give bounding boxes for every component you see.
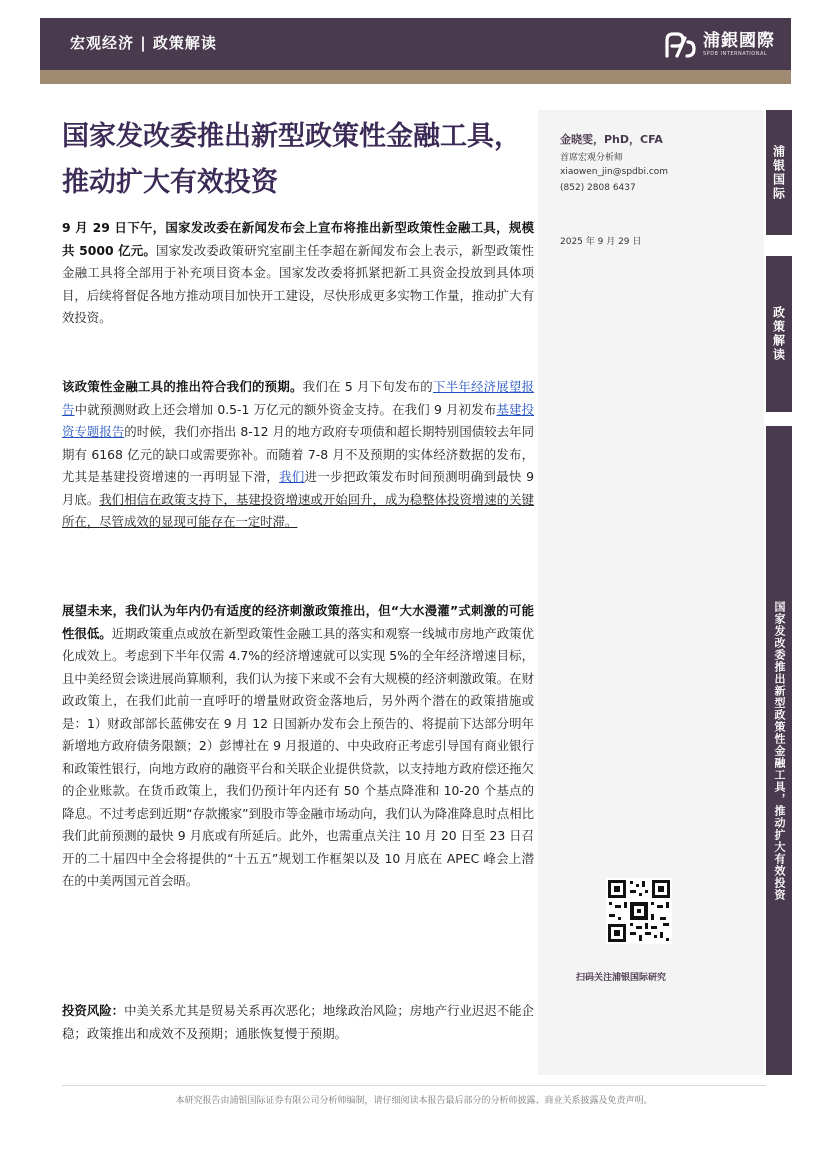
paragraph-text: 我们在 5 月下旬发布的 xyxy=(302,379,433,394)
footer-disclaimer: 本研究报告由浦银国际证券有限公司分析师编制，请仔细阅读本报告最后部分的分析师披露、商业关系披露及免责声明。 xyxy=(175,1096,653,1106)
paragraph-lead: 投资风险： xyxy=(62,1003,125,1018)
header-stripe xyxy=(40,70,791,84)
author-role: 首席宏观分析师 xyxy=(560,153,624,163)
side-tab-category: 政策解读 xyxy=(766,256,792,412)
author-email[interactable]: xiaowen_jin@spdbi.com xyxy=(560,167,669,177)
qr-code-icon[interactable] xyxy=(606,878,672,944)
paragraph-text: 进一步把政策发布时间预测明确到最快 9 月底。 xyxy=(62,469,534,507)
paragraph-outlook xyxy=(62,600,534,893)
brand-name-cn: 浦銀國際 xyxy=(703,31,775,51)
paragraph-lead: 该政策性金融工具的推出符合我们的预期。 xyxy=(62,379,303,394)
paragraph-text: 中就预测财政上还会增加 0.5-1 万亿元的额外资金支持。在我们 9 月初发布 xyxy=(74,401,497,417)
link-infrastructure-report[interactable]: 基建投资专题报告 xyxy=(62,401,535,439)
paragraph-lead: 9 月 29 日下午，国家发改委在新闻发布会上宣布将推出新型政策性金融工具，规模共 5000 亿元。 xyxy=(62,220,534,258)
paragraph-underlined-text: 我们相信在政策支持下，基建投资增速或开始回升，成为稳整体投资增速的关键所在，尽管成效的显现可能存在一定时滞。 xyxy=(62,491,534,529)
author-name: 金晓雯，PhD，CFA xyxy=(560,133,663,146)
paragraph-text: 国家发改委政策研究室副主任李超在新闻发布会上表示，新型政策性金融工具将全部用于补充项目资本金。国家发改委将抓紧把新工具资金投放到具体项目，后续将督促各地方推动项目加快开工建设，尽快形成更多实物工作量，推动扩大有效投资。 xyxy=(62,242,534,325)
paragraph-announcement xyxy=(62,217,534,330)
author-phone: (852) 2808 6437 xyxy=(560,183,636,193)
paragraph-lead: 展望未来，我们认为年内仍有适度的经济刺激政策推出，但“大水漫灌”式刺激的可能性很低。 xyxy=(62,603,534,641)
qr-caption: 扫码关注浦银国际研究 xyxy=(576,973,667,983)
side-tab-brand: 浦银国际 xyxy=(766,110,792,235)
paragraph-text: 的时候，我们亦指出 8-12 月的地方政府专项债和超长期特别国债较去年同期有 6168 亿元的缺口或需要弥补。而随着 7-8 月不及预期的实体经济数据的发布，尤其是基建投资增速的一再明显下滑， xyxy=(62,424,535,484)
link-our-forecast[interactable]: 我们 xyxy=(279,469,305,484)
footer-divider xyxy=(62,1085,766,1086)
header-bar xyxy=(40,18,791,70)
brand-name-en: SPDB INTERNATIONAL xyxy=(703,51,768,57)
side-tab-title: 国家发改委推出新型政策性金融工具，推动扩大有效投资 xyxy=(766,426,792,1075)
report-title: 国家发改委推出新型政策性金融工具，推动扩大有效投资 xyxy=(62,121,521,198)
brand-logo xyxy=(663,30,775,60)
paragraph-text: 中美关系尤其是贸易关系再次恶化；地缘政治风险；房地产行业迟迟不能企稳；政策推出和成效不及预期；通胀恢复慢于预期。 xyxy=(62,1003,534,1041)
paragraph-text: 近期政策重点或放在新型政策性金融工具的落实和观察一线城市房地产政策优化成效上。考虑到下半年仅需 4.7%的经济增速就可以实现 5%的全年经济增速目标，且中美经贸会谈进展尚算顺利，我们认为接下来或不会有大规模的经济刺激政策。在财政政策上，在我们此前一直呼吁的增量财政资金落地后，另外两个潜在的政策措施或是：1）财政部部长蓝佛安在 9 月 12 日国新办发布会上预告的、将提前下达部分明年新增地方政府债务限额；2）彭博社在 9 月报道的、中央政府正考虑引导国有商业银行和政策性银行，向地方政府的融资平台和关联企业提供贷款，以支持地方政府偿还拖欠的企业账款。在货币政策上，我们仍预计年内还有 50 个基点降准和 10-20 个基点的降息。不过考虑到近期“存款搬家”到股市等金融市场动向，我们认为降准降息时点相比我们此前预测的最快 9 月底或有所延后。此外，也需重点关注 10 月 20 日至 23 日召开的二十届四中全会将提供的“十五五”规划工作框架以及 10 月底在 APEC 峰会上潜在的中美两国元首会晤。 xyxy=(62,625,534,888)
spdb-logo-icon xyxy=(663,30,697,60)
paragraph-expectation xyxy=(62,376,534,534)
paragraph-risks xyxy=(62,1000,534,1045)
report-date: 2025 年 9 月 29 日 xyxy=(560,237,642,247)
section-label: 宏观经济 | 政策解读 xyxy=(70,34,217,52)
link-h2-outlook-report[interactable]: 下半年经济展望报告 xyxy=(62,379,535,417)
